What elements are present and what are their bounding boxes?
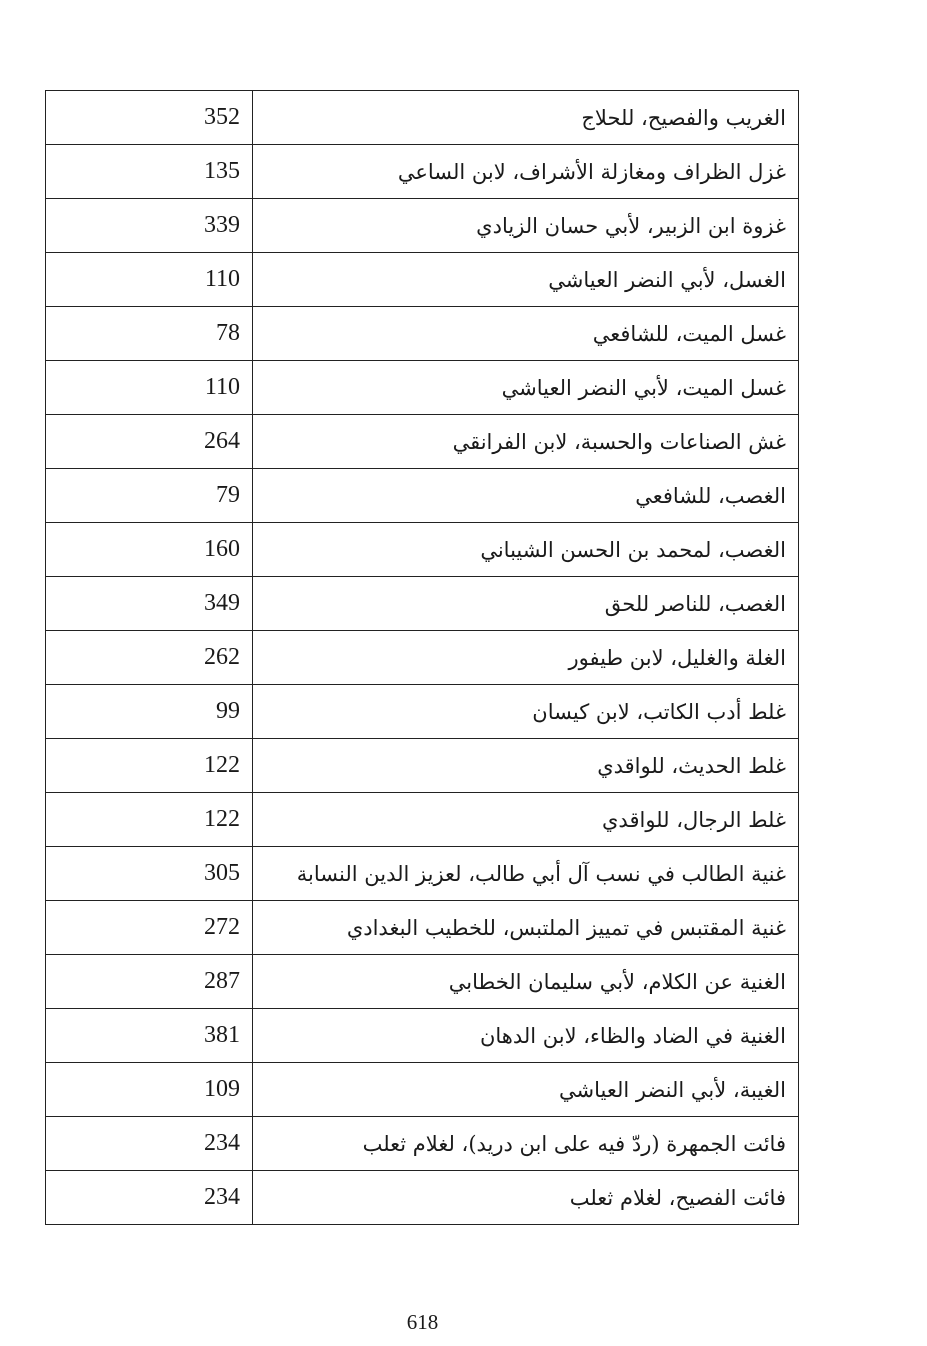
book-title: غزل الظراف ومغازلة الأشراف، لابن الساعي (253, 145, 799, 199)
page-reference: 234 (46, 1171, 253, 1225)
page-reference: 122 (46, 793, 253, 847)
page-reference: 110 (46, 361, 253, 415)
table-row (46, 415, 799, 469)
book-title: غزوة ابن الزبير، لأبي حسان الزيادي (253, 199, 799, 253)
table-row (46, 631, 799, 685)
table-row (46, 253, 799, 307)
book-title: الغصب، للناصر للحق (253, 577, 799, 631)
table-row (46, 469, 799, 523)
page-number: 618 (406, 1310, 439, 1334)
book-title: غنية المقتبس في تمييز الملتبس، للخطيب البغدادي (253, 901, 799, 955)
table-row (46, 1063, 799, 1117)
table-row (46, 361, 799, 415)
page-reference: 99 (46, 685, 253, 739)
book-title: الغسل، لأبي النضر العياشي (253, 253, 799, 307)
book-title: غنية الطالب في نسب آل أبي طالب، لعزيز الدين النسابة (253, 847, 799, 901)
page-reference: 109 (46, 1063, 253, 1117)
page-reference: 381 (46, 1009, 253, 1063)
page-reference: 78 (46, 307, 253, 361)
page-reference: 110 (46, 253, 253, 307)
book-title: غسل الميت، للشافعي (253, 307, 799, 361)
page-reference: 122 (46, 739, 253, 793)
book-title: غلط الحديث، للواقدي (253, 739, 799, 793)
book-title: غش الصناعات والحسبة، لابن الفرانقي (253, 415, 799, 469)
book-title: غسل الميت، لأبي النضر العياشي (253, 361, 799, 415)
page-reference: 349 (46, 577, 253, 631)
page-reference: 135 (46, 145, 253, 199)
index-table-body (46, 91, 799, 1225)
page-reference: 264 (46, 415, 253, 469)
page-reference: 272 (46, 901, 253, 955)
table-row (46, 739, 799, 793)
book-title: غلط أدب الكاتب، لابن كيسان (253, 685, 799, 739)
table-row (46, 199, 799, 253)
table-row (46, 577, 799, 631)
table-row (46, 685, 799, 739)
book-title: الغلة والغليل، لابن طيفور (253, 631, 799, 685)
table-row (46, 793, 799, 847)
table-row (46, 1117, 799, 1171)
page-reference: 234 (46, 1117, 253, 1171)
table-row (46, 847, 799, 901)
page-reference: 262 (46, 631, 253, 685)
page-reference: 287 (46, 955, 253, 1009)
page-reference: 352 (46, 91, 253, 145)
page-reference: 160 (46, 523, 253, 577)
page-reference: 339 (46, 199, 253, 253)
table-row (46, 523, 799, 577)
table-row (46, 901, 799, 955)
book-title: فائت الجمهرة (ردّ فيه على ابن دريد)، لغلام ثعلب (253, 1117, 799, 1171)
table-row (46, 1009, 799, 1063)
book-title: الغصب، للشافعي (253, 469, 799, 523)
book-title: فائت الفصيح، لغلام ثعلب (253, 1171, 799, 1225)
table-row (46, 307, 799, 361)
table-row (46, 955, 799, 1009)
book-title: الغنية في الضاد والظاء، لابن الدهان (253, 1009, 799, 1063)
book-title: غلط الرجال، للواقدي (253, 793, 799, 847)
index-table (45, 90, 799, 1225)
book-title: الغنية عن الكلام، لأبي سليمان الخطابي (253, 955, 799, 1009)
table-row (46, 1171, 799, 1225)
page-reference: 79 (46, 469, 253, 523)
table-row (46, 91, 799, 145)
table-row (46, 145, 799, 199)
book-title: الغريب والفصيح، للحلاج (253, 91, 799, 145)
page-reference: 305 (46, 847, 253, 901)
book-title: الغيبة، لأبي النضر العياشي (253, 1063, 799, 1117)
book-title: الغصب، لمحمد بن الحسن الشيباني (253, 523, 799, 577)
